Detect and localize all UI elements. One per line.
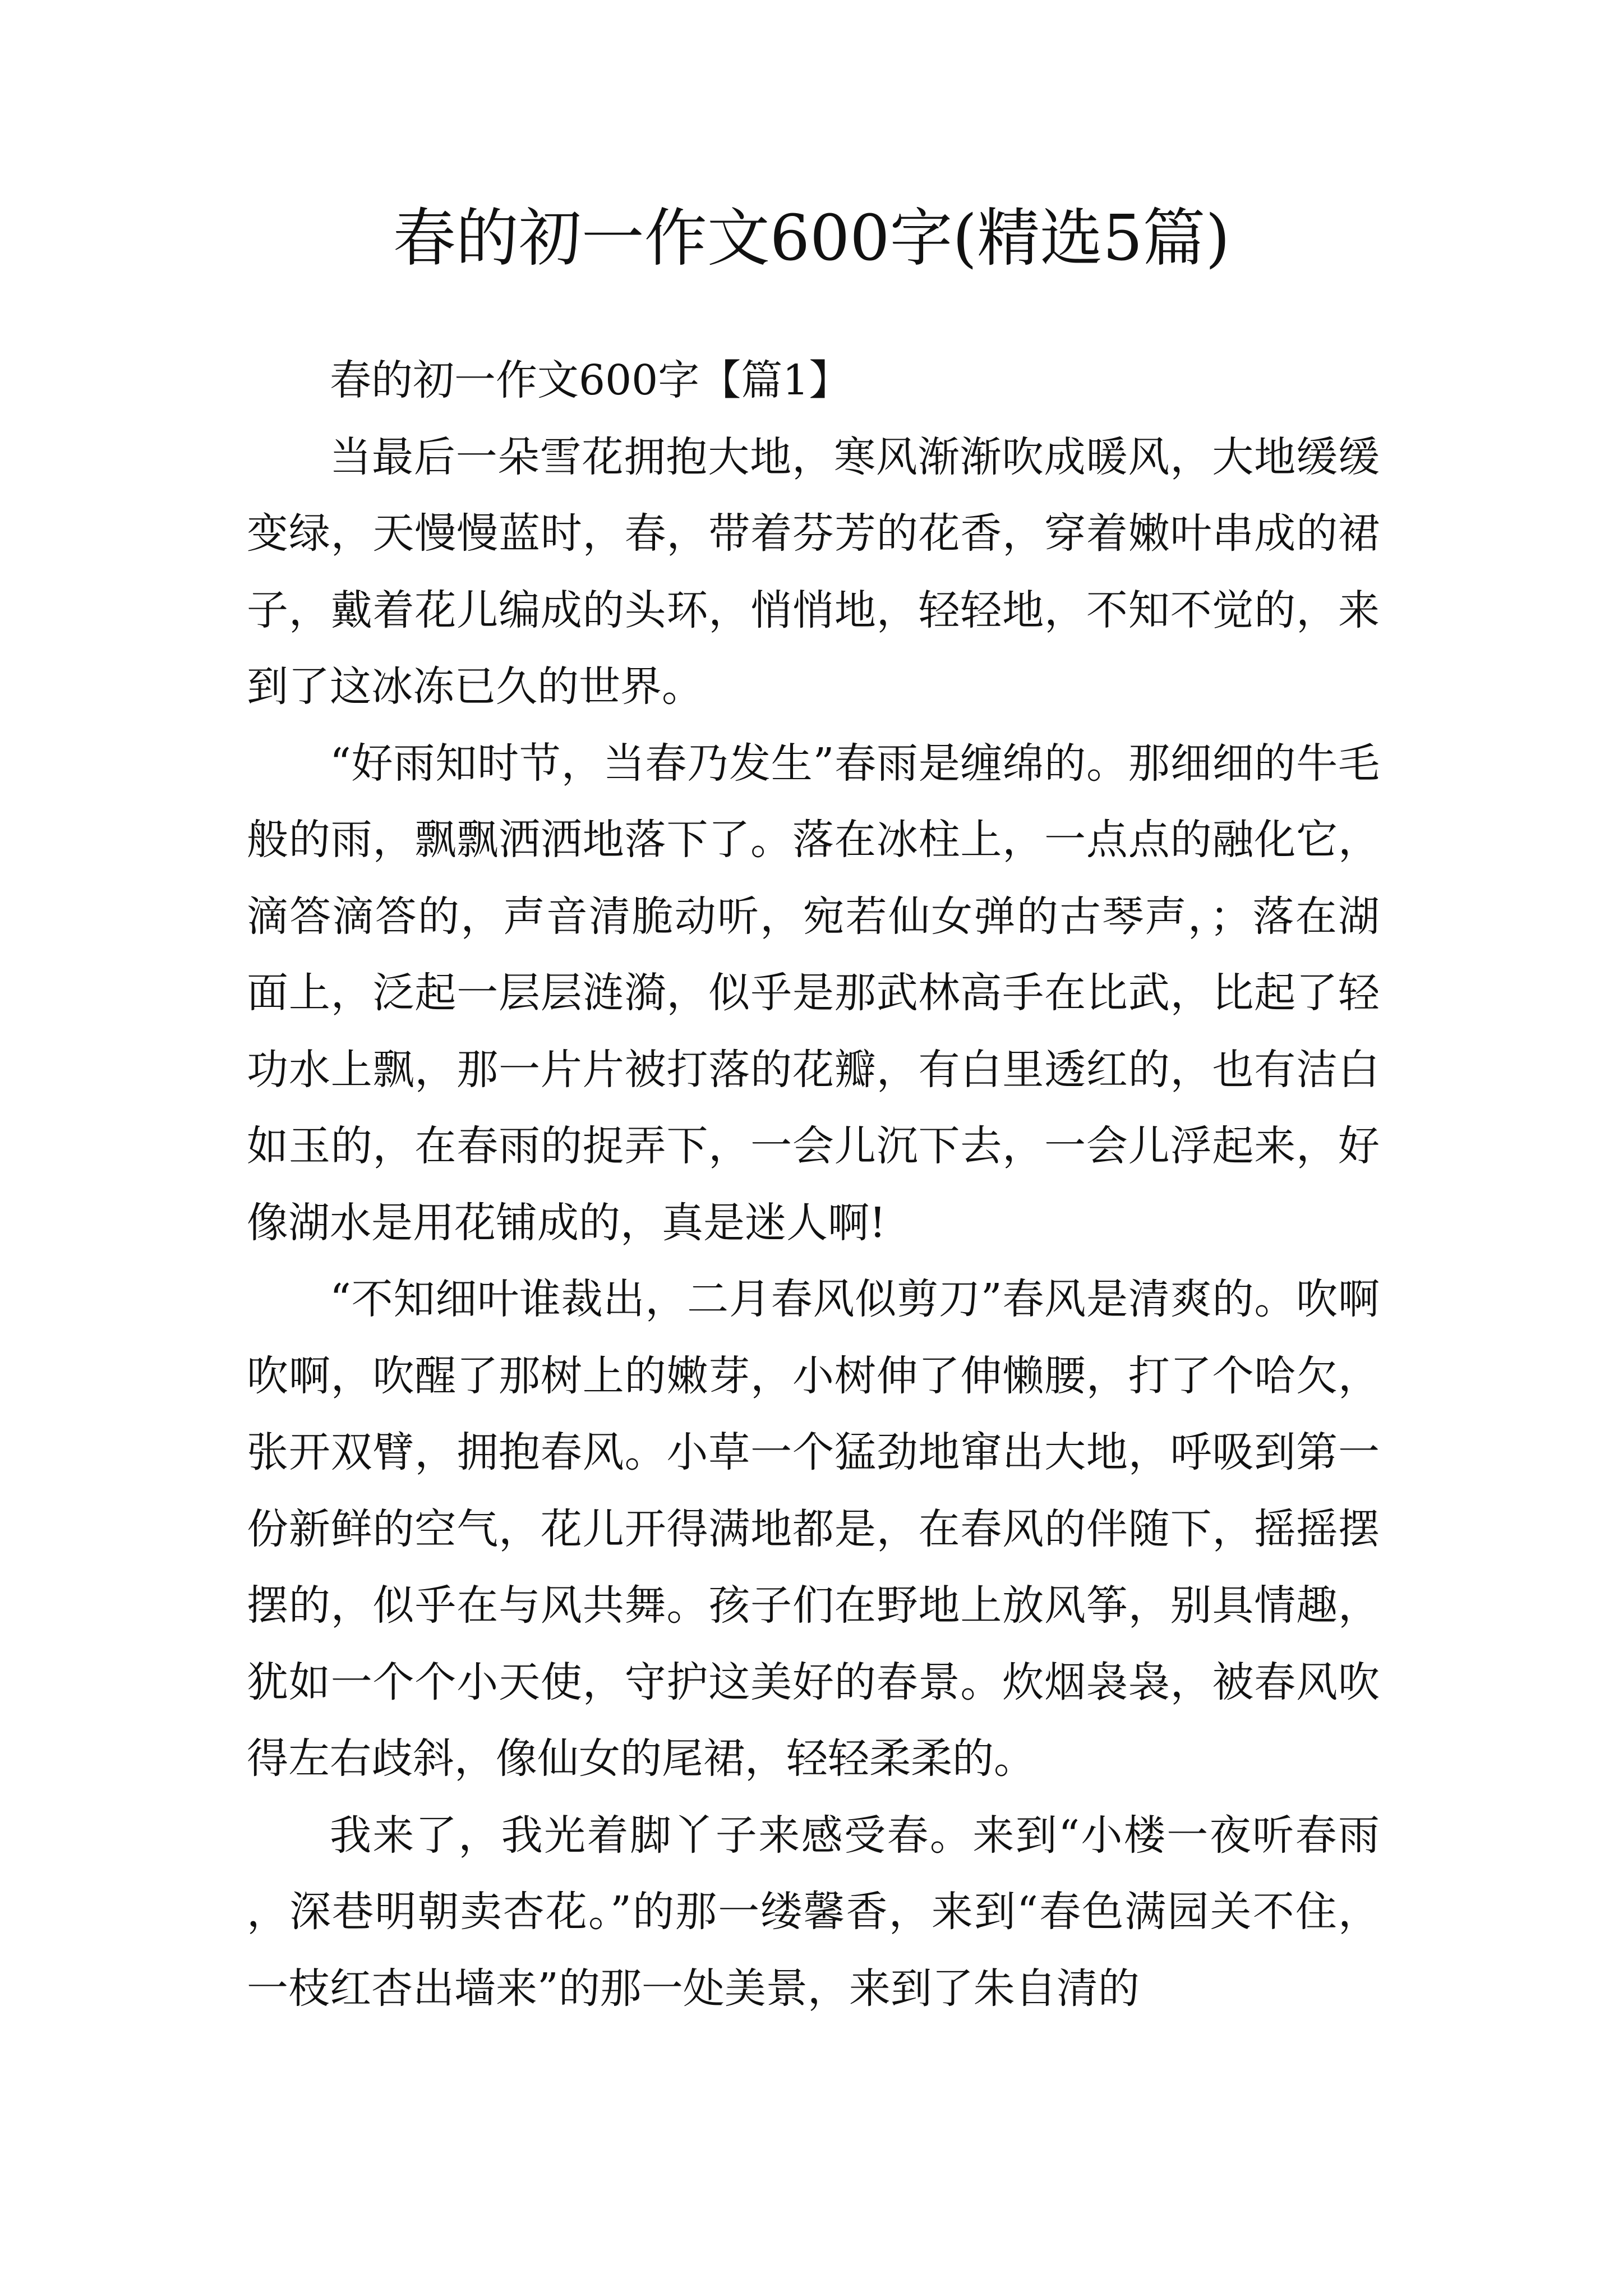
paragraph-3: “不知细叶谁裁出，二月春风似剪刀”春风是清爽的。吹啊吹啊，吹醒了那树上的嫩芽，小树伸了伸懒腰，打了个哈欠，张开双臂，拥抱春风。小草一个猛劲地窜出大地，呼吸到第一份新鲜的空气，花儿开得满地都是，在春风的伴随下，摇摇摆摆的，似乎在与风共舞。孩子们在野地上放风筝，别具情趣，犹如一个个小天使，守护这美好的春景。炊烟袅袅，被春风吹得左右歧斜，像仙女的尾裙，轻轻柔柔的。: [247, 1275, 1380, 1783]
paragraph-1: 当最后一朵雪花拥抱大地，寒风渐渐吹成暖风，大地缓缓变绿，天慢慢蓝时，春，带着芬芳的花香，穿着嫩叶串成的裙子，戴着花儿编成的头环，悄悄地，轻轻地，不知不觉的，来到了这冰冻已久的世界。: [247, 432, 1380, 711]
document-title: 春的初一作文600字(精选5篇): [393, 202, 1230, 275]
paragraph-4: 我来了，我光着脚丫子来感受春。来到“小楼一夜听春雨，深巷明朝卖杏花。”的那一缕馨香，来到“春色满园关不住，一枝红杏出墙来”的那一处美景，来到了朱自清的: [247, 1811, 1380, 2013]
paragraph-2: “好雨知时节，当春乃发生”春雨是缠绵的。那细细的牛毛般的雨，飘飘洒洒地落下了。落在冰柱上，一点点的融化它，滴答滴答的，声音清脆动听，宛若仙女弹的古琴声，；落在湖面上，泛起一层层涟漪，似乎是那武林高手在比武，比起了轻功水上飘，那一片片被打落的花瓣，有白里透红的，也有洁白如玉的，在春雨的捉弄下，一会儿沉下去，一会儿浮起来，好像湖水是用花铺成的，真是迷人啊!: [247, 739, 1380, 1247]
document-body: [247, 342, 1380, 2027]
section-heading: 春的初一作文600字【篇1】: [330, 356, 851, 404]
